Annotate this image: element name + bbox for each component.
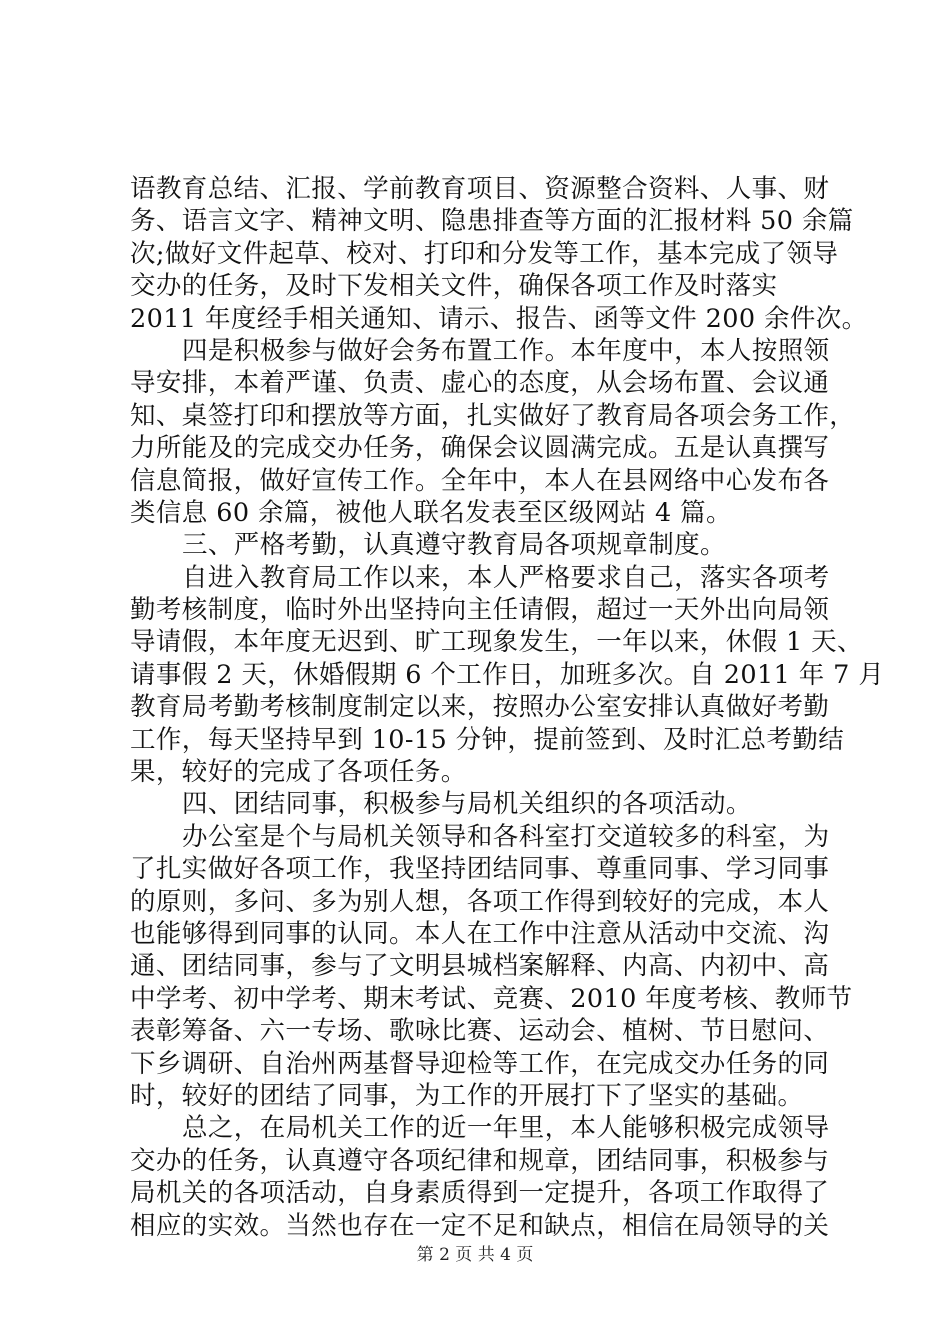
text-line: 时，较好的团结了同事，为工作的开展打下了坚实的基础。 <box>130 1080 804 1111</box>
text-line: 类信息 60 余篇，被他人联名发表至区级网站 4 篇。 <box>130 497 732 528</box>
text-line: 局机关的各项活动，自身素质得到一定提升，各项工作取得了 <box>130 1178 830 1209</box>
text-line: 果，较好的完成了各项任务。 <box>130 757 467 788</box>
paragraph-start-line: 自进入教育局工作以来，本人严格要求自己，落实各项考 <box>182 562 830 593</box>
text-line: 表彰筹备、六一专场、歌咏比赛、运动会、植树、节日慰问、 <box>130 1016 830 1047</box>
text-line: 导安排，本着严谨、负责、虚心的态度，从会场布置、会议通 <box>130 368 830 399</box>
section-heading: 四、团结同事，积极参与局机关组织的各项活动。 <box>182 789 752 820</box>
text-line: 请事假 2 天，休婚假期 6 个工作日，加班多次。自 2011 年 7 月 <box>130 659 885 690</box>
text-line: 务、语言文字、精神文明、隐患排查等方面的汇报材料 50 余篇 <box>130 206 854 237</box>
text-line: 相应的实效。当然也存在一定不足和缺点，相信在局领导的关 <box>130 1210 830 1241</box>
text-line: 通、团结同事，参与了文明县城档案解释、内高、内初中、高 <box>130 951 830 982</box>
text-line: 勤考核制度，临时外出坚持向主任请假，超过一天外出向局领 <box>130 595 830 626</box>
text-line: 工作，每天坚持早到 10-15 分钟，提前签到、及时汇总考勤结 <box>130 724 845 755</box>
page-number-footer: 第 2 页 共 4 页 <box>416 1245 534 1265</box>
text-line: 的原则，多问、多为别人想，各项工作得到较好的完成，本人 <box>130 886 830 917</box>
text-line: 次;做好文件起草、校对、打印和分发等工作，基本完成了领导 <box>130 238 839 269</box>
text-line: 信息简报，做好宣传工作。全年中，本人在县网络中心发布各 <box>130 465 830 496</box>
paragraph-start-line: 办公室是个与局机关领导和各科室打交道较多的科室，为 <box>182 821 830 852</box>
text-line: 交办的任务，及时下发相关文件，确保各项工作及时落实 <box>130 271 778 302</box>
text-line: 语教育总结、汇报、学前教育项目、资源整合资料、人事、财 <box>130 174 830 204</box>
text-line: 了扎实做好各项工作，我坚持团结同事、尊重同事、学习同事 <box>130 854 830 885</box>
paragraph-start-line: 总之，在局机关工作的近一年里，本人能够积极完成领导 <box>182 1113 830 1144</box>
text-line: 中学考、初中学考、期末考试、竞赛、2010 年度考核、教师节 <box>130 983 853 1014</box>
text-line: 知、桌签打印和摆放等方面，扎实做好了教育局各项会务工作， <box>130 400 856 431</box>
paragraph-start-line: 四是积极参与做好会务布置工作。本年度中，本人按照领 <box>182 335 830 366</box>
text-line: 导请假，本年度无迟到、旷工现象发生，一年以来，休假 1 天、 <box>130 627 863 658</box>
text-line: 教育局考勤考核制度制定以来，按照办公室安排认真做好考勤 <box>130 692 830 723</box>
section-heading: 三、严格考勤，认真遵守教育局各项规章制度。 <box>182 530 726 561</box>
text-line: 也能够得到同事的认同。本人在工作中注意从活动中交流、沟 <box>130 918 830 949</box>
text-line: 2011 年度经手相关通知、请示、报告、函等文件 200 余件次。 <box>130 303 868 334</box>
body-text <box>130 173 885 1242</box>
text-line: 交办的任务，认真遵守各项纪律和规章，团结同事，积极参与 <box>130 1145 830 1176</box>
text-line: 力所能及的完成交办任务，确保会议圆满完成。五是认真撰写 <box>130 433 830 464</box>
text-line: 下乡调研、自治州两基督导迎检等工作，在完成交办任务的同 <box>130 1048 830 1079</box>
